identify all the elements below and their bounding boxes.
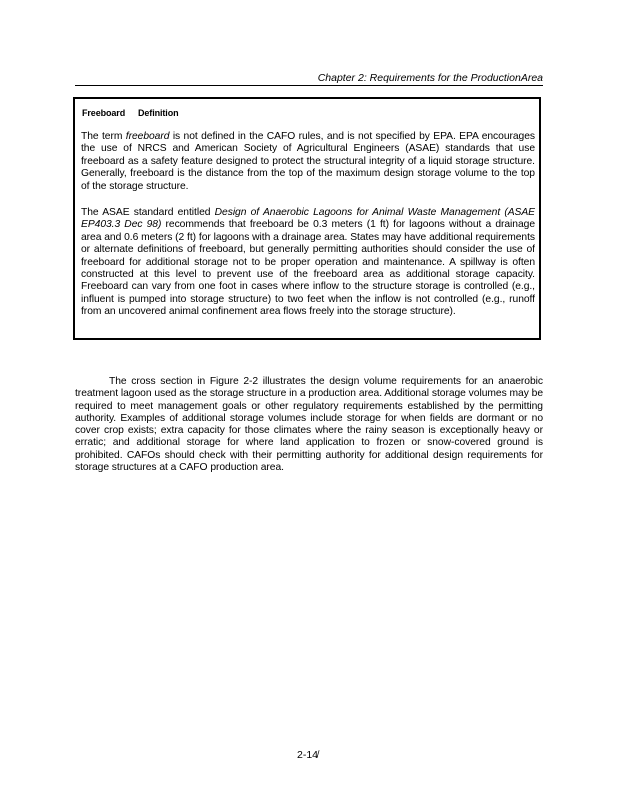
page-number: 2-14̸	[297, 749, 319, 761]
definition-paragraph-1-text-a: The term	[81, 131, 126, 142]
body-paragraph-text: The cross section in Figure 2-2 illustrates the design volume requirements for an anaerobic treatment lagoon used as the storage structure in a production area. Additional storage volumes may be required to meet management goals or other regulatory requirements established by the permitting authority. Examples of additional storage volumes include storage for when fields are dormant or no cover crop exists; extra capacity for those climates where the rainy season is exceptionally heavy or erratic; and additional storage for where land application to frozen or snow-covered ground is prohibited. CAFOs should check with their permitting authority for additional design requirements for storage structures at a CAFO production area.	[75, 376, 543, 474]
definition-term: Freeboard	[82, 108, 126, 118]
definition-paragraph-2-text-b: recommends that freeboard be 0.3 meters (1 ft) for lagoons without a drainage area and 0.6 meters (2 ft) for lagoons with a drainage area. States may have additional requirements or alternate definitions of freeboard, but generally permitting authorities should consider the use of freeboard for additional storage not to be proper operation and maintenance. A spillway is often constructed at this level to prevent use of the freeboard area as additional storage capacity. Freeboard can vary from one foot in cases where inflow to the structure storage is controlled (e.g., influent is pumped into storage structure) to two feet when the inflow is not controlled (e.g., runoff from an uncovered animal confinement area flows freely into the storage structure).	[81, 219, 535, 318]
asae-standard-title: Design of Anaerobic Lagoons for Animal Waste Management (ASAE EP403.3 Dec 98)	[81, 207, 536, 231]
body-paragraph	[75, 376, 543, 474]
definition-box	[73, 97, 541, 340]
running-header: Chapter 2: Requirements for the ProductionArea	[317, 72, 543, 84]
definition-paragraph-1	[81, 131, 535, 193]
definition-box-heading	[82, 108, 179, 118]
header-rule	[75, 85, 543, 86]
definition-paragraph-1-text-b: is not defined in the CAFO rules, and is not specified by EPA. EPA encourages the use of NRCS and American Society of Agricultural Engineers (ASAE) standards that use freeboard as a safety feature designed to protect the structural integrity of a liquid storage structure. Generally, freeboard is the distance from the top of the maximum design storage volume to the top of the storage structure.	[81, 131, 536, 192]
definition-paragraph-2	[81, 207, 535, 319]
definition-paragraph-2-text-a: The ASAE standard entitled	[81, 207, 215, 218]
definition-term-italic: freeboard	[125, 131, 170, 142]
definition-label: Definition	[138, 108, 179, 118]
